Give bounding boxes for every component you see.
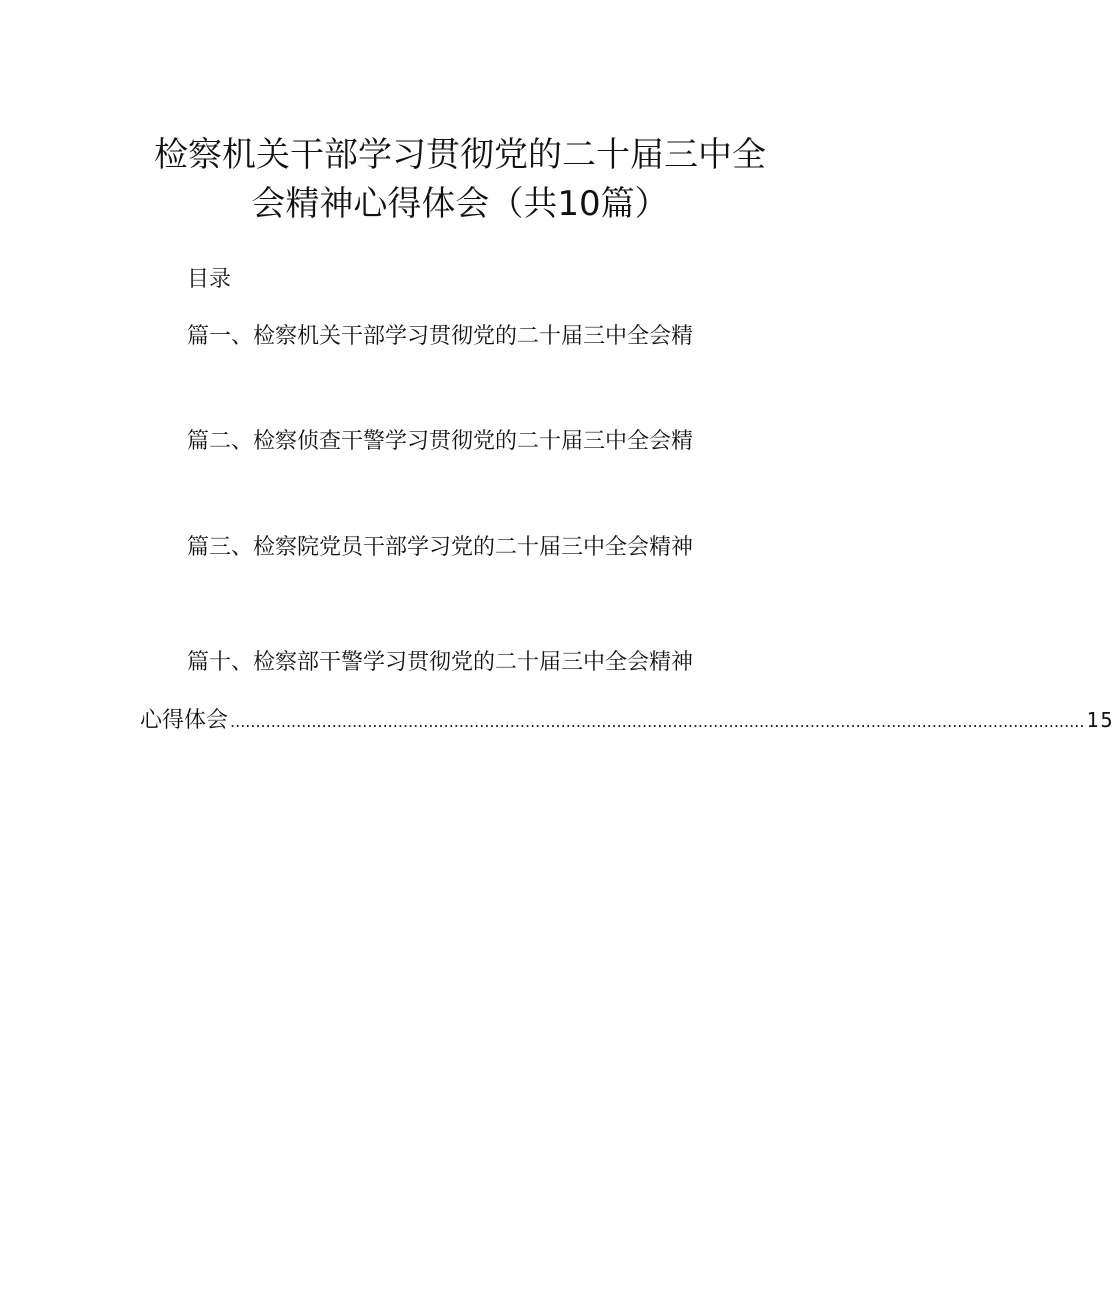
toc-entry-2[interactable]: 篇二、检察侦查干警学习贯彻党的二十届三中全会精 — [187, 429, 694, 454]
toc-entry-3[interactable]: 篇三、检察院党员干部学习党的二十届三中全会精神 — [187, 535, 694, 560]
document-title-line-2: 会精神心得体会（共10篇） — [251, 184, 669, 224]
document-title-line-1: 检察机关干部学习贯彻党的二十届三中全 — [154, 135, 766, 175]
toc-heading: 目录 — [187, 267, 232, 292]
toc-entry-1[interactable]: 篇一、检察机关干部学习贯彻党的二十届三中全会精 — [187, 324, 694, 349]
toc-entry-10-continuation-text: 心得体会 — [140, 708, 229, 733]
toc-dot-leader: ........................................................................................................................................................................ — [230, 712, 1085, 731]
toc-entry-10[interactable]: 篇十、检察部干警学习贯彻党的二十届三中全会精神 — [187, 650, 694, 675]
toc-entry-10-continuation[interactable] — [140, 706, 1115, 734]
toc-page-number: 15 — [1086, 708, 1115, 732]
